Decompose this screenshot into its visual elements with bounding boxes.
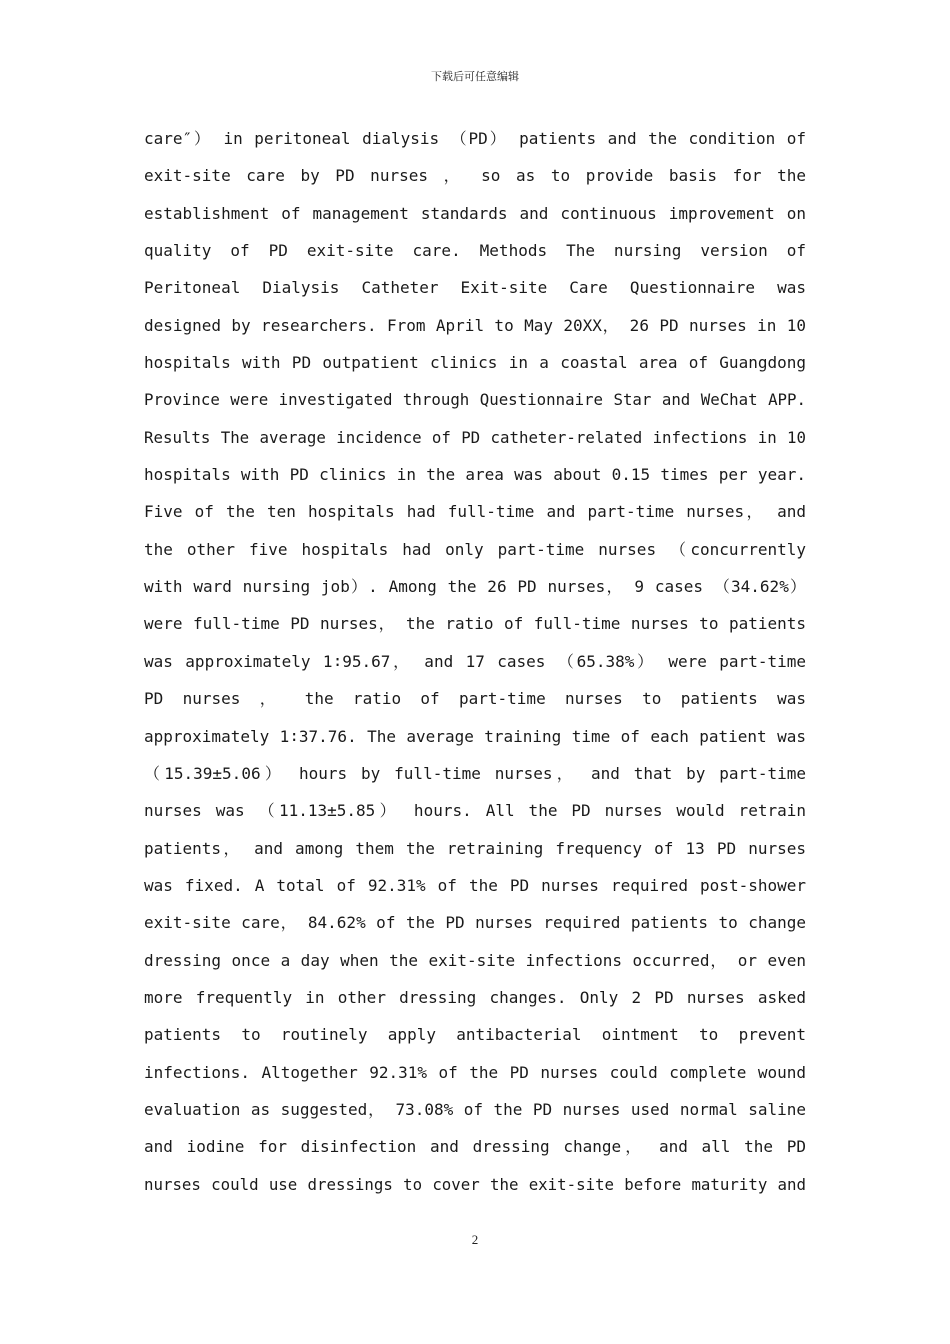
text-line: was fixed. A total of 92.31% of the PD nurses required post-shower (144, 875, 806, 895)
text-line: more frequently in other dressing changes. Only 2 PD nurses asked (144, 987, 806, 1007)
text-line: patients， and among them the retraining frequency of 13 PD nurses (144, 838, 806, 858)
text-line: PD nurses ， the ratio of part-time nurses to patients was (144, 689, 806, 709)
text-line: exit-site care， 84.62% of the PD nurses required patients to change (144, 913, 806, 933)
text-line: Peritoneal Dialysis Catheter Exit-site Care Questionnaire was (144, 278, 806, 298)
text-line: was approximately 1∶95.67， and 17 cases （65.38%） were part-time (144, 651, 806, 671)
text-line: hospitals with PD clinics in the area was about 0.15 times per year. (144, 465, 806, 485)
text-line: care″） in peritoneal dialysis （PD） patients and the condition of (144, 129, 806, 148)
text-line: designed by researchers. From April to May 20XX， 26 PD nurses in 10 (144, 315, 806, 335)
text-line: were full-time PD nurses， the ratio of full-time nurses to patients (144, 614, 806, 634)
text-line: hospitals with PD outpatient clinics in a coastal area of Guangdong (144, 353, 806, 373)
text-line: （15.39±5.06） hours by full-time nurses， and that by part-time (144, 763, 806, 783)
text-line: infections. Altogether 92.31% of the PD nurses could complete wound (144, 1062, 806, 1082)
text-line: nurses was （11.13±5.85） hours. All the PD nurses would retrain (144, 801, 806, 821)
text-line: exit-site care by PD nurses ， so as to provide basis for the (144, 166, 806, 186)
text-line: Province were investigated through Questionnaire Star and WeChat APP. (144, 390, 806, 410)
text-line: Five of the ten hospitals had full-time and part-time nurses， and (144, 502, 806, 522)
text-line: approximately 1∶37.76. The average training time of each patient was (144, 726, 806, 746)
abstract-body (144, 120, 806, 1203)
text-line: Results The average incidence of PD catheter-related infections in 10 (144, 427, 806, 447)
text-line: establishment of management standards and continuous improvement on (144, 203, 806, 223)
text-line: quality of PD exit-site care. Methods The nursing version of (144, 241, 806, 261)
text-line: nurses could use dressings to cover the exit-site before maturity and (144, 1174, 806, 1194)
page-number: 2 (471, 1232, 479, 1247)
text-line: evaluation as suggested， 73.08% of the PD nurses used normal saline (144, 1099, 806, 1119)
text-line: with ward nursing job）. Among the 26 PD nurses， 9 cases （34.62%） (144, 577, 806, 597)
page-header: 下载后可任意编辑 (431, 70, 519, 83)
text-line: dressing once a day when the exit-site infections occurred， or even (144, 950, 806, 970)
text-line: and iodine for disinfection and dressing change， and all the PD (144, 1137, 806, 1157)
text-line: patients to routinely apply antibacterial ointment to prevent (144, 1025, 806, 1045)
text-line: the other five hospitals had only part-time nurses （concurrently (144, 539, 806, 559)
